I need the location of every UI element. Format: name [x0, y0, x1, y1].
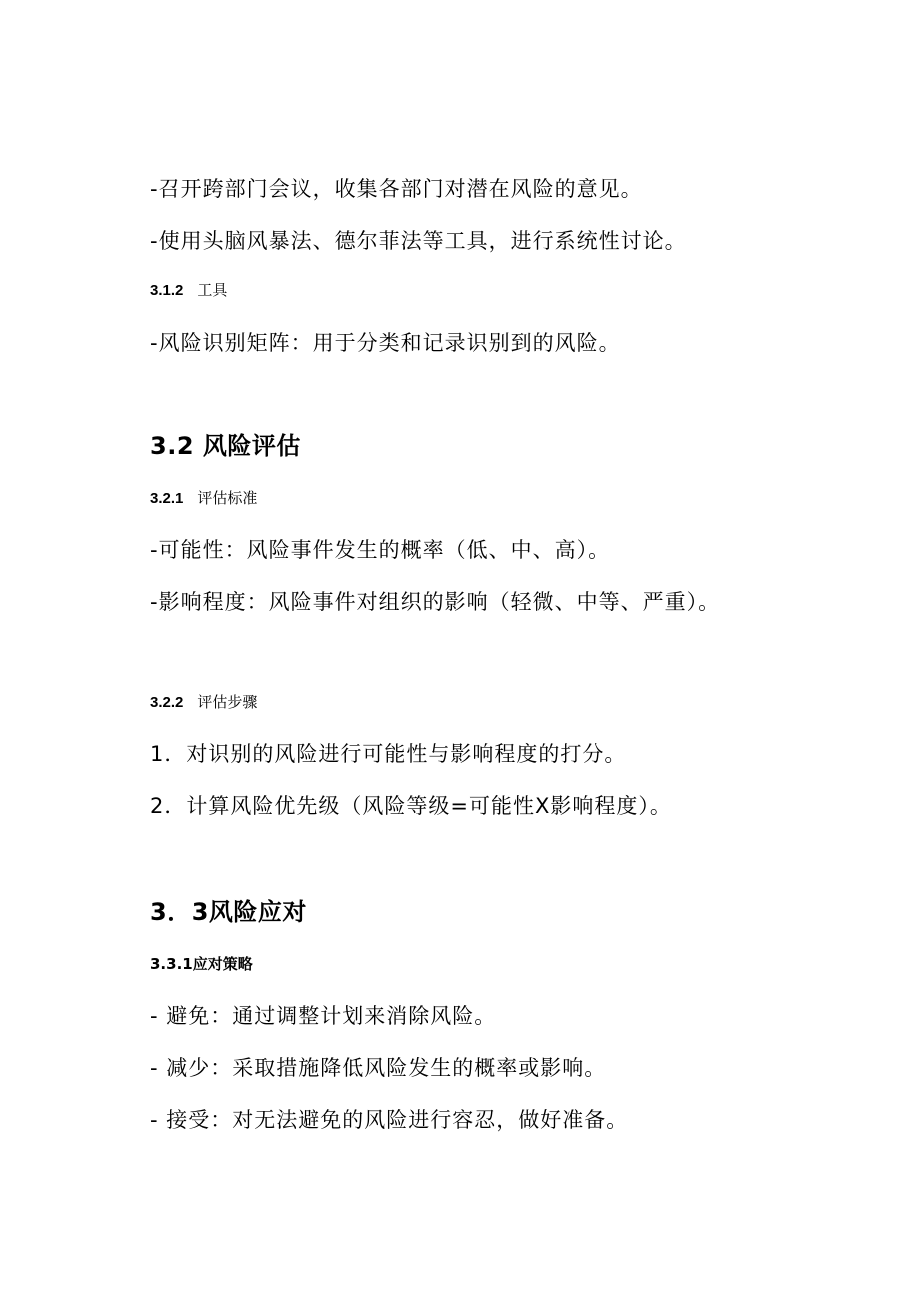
bullet-line: - 避免：通过调整计划来消除风险。 — [150, 1004, 497, 1028]
subsection-heading-3-2-2 — [150, 691, 257, 712]
numbered-step: 2．计算风险优先级（风险等级=可能性X影响程度）。 — [150, 794, 672, 818]
bullet-line: -召开跨部门会议，收集各部门对潜在风险的意见。 — [150, 177, 643, 201]
bullet-line: -使用头脑风暴法、德尔菲法等工具，进行系统性讨论。 — [150, 229, 687, 253]
subsection-number: 3.2.1 — [150, 490, 184, 507]
bullet-line: - 减少：采取措施降低风险发生的概率或影响。 — [150, 1056, 607, 1080]
subsection-heading-3-3-1: 3.3.1应对策略 — [150, 955, 253, 973]
subsection-heading-3-1-2 — [150, 279, 227, 300]
subsection-title: 评估标准 — [197, 489, 258, 507]
section-heading-3-3: 3．3风险应对 — [150, 898, 307, 926]
bullet-line: -可能性：风险事件发生的概率（低、中、高）。 — [150, 538, 611, 562]
subsection-title: 评估步骤 — [197, 693, 258, 711]
bullet-line: -风险识别矩阵：用于分类和记录识别到的风险。 — [150, 331, 621, 355]
bullet-line: -影响程度：风险事件对组织的影响（轻微、中等、严重）。 — [150, 590, 721, 614]
subsection-number: 3.2.2 — [150, 694, 184, 711]
section-heading-3-2: 3.2 风险评估 — [150, 432, 301, 460]
subsection-heading-3-2-1 — [150, 487, 257, 508]
subsection-title: 工具 — [197, 281, 228, 299]
subsection-number: 3.1.2 — [150, 282, 184, 299]
numbered-step: 1．对识别的风险进行可能性与影响程度的打分。 — [150, 742, 627, 766]
bullet-line: - 接受：对无法避免的风险进行容忍，做好准备。 — [150, 1108, 629, 1132]
